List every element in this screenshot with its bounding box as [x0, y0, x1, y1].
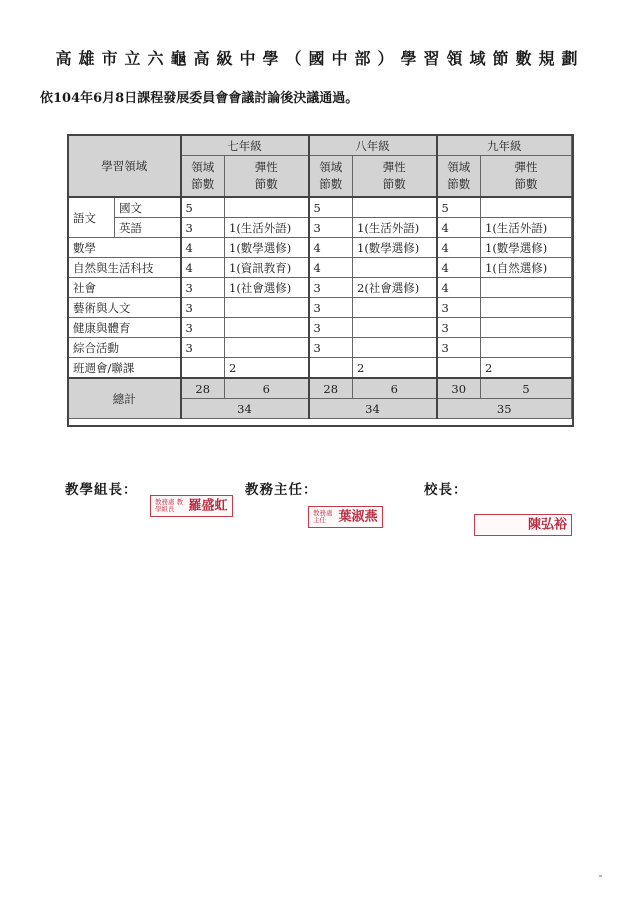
domain-hours-cell: 3 — [309, 318, 353, 338]
document-title: 高雄市立六龜高級中學（國中部）學習領域節數規劃 — [55, 49, 585, 68]
stamp1-title: 教務處 教學組長 — [155, 498, 184, 513]
domain-hours-cell: 3 — [309, 298, 353, 318]
flex-hours-cell: 2 — [225, 358, 309, 379]
domain-hours-header: 領域 節數 — [309, 156, 353, 198]
flex-hours-cell: 2 — [353, 358, 437, 379]
flex-hours-cell: 1(生活外語) — [353, 218, 437, 238]
flex-hours-cell — [225, 197, 309, 218]
principal-label: 校長： — [424, 482, 468, 498]
row-label: 英語 — [115, 218, 181, 238]
table-row — [69, 318, 572, 338]
domain-hours-cell: 3 — [181, 218, 225, 238]
domain-hours-cell: 3 — [181, 318, 225, 338]
flex-hours-cell — [353, 298, 437, 318]
table-row — [69, 197, 572, 218]
grade-header: 九年級 — [437, 136, 572, 156]
teaching-chief-label: 教學組長： — [65, 482, 138, 498]
flex-hours-cell — [225, 298, 309, 318]
row-label: 健康與體育 — [69, 318, 181, 338]
flex-hours-cell: 1(生活外語) — [481, 218, 572, 238]
domain-hours-cell: 3 — [437, 298, 481, 318]
domain-hours-cell — [181, 358, 225, 379]
flex-hours-cell: 1(社會選修) — [225, 278, 309, 298]
table-row — [69, 278, 572, 298]
domain-hours-cell: 4 — [437, 278, 481, 298]
domain-hours-cell: 3 — [181, 338, 225, 358]
row-group-label: 語文 — [69, 197, 115, 238]
flex-hours-cell — [481, 338, 572, 358]
table-row — [69, 298, 572, 318]
domain-hours-cell: 3 — [309, 278, 353, 298]
domain-hours-cell: 4 — [181, 238, 225, 258]
scan-speck — [599, 875, 602, 877]
flex-hours-cell: 1(數學選修) — [481, 238, 572, 258]
total-label: 總計 — [69, 378, 181, 419]
total-cell: 6 — [353, 378, 437, 399]
row-label: 藝術與人文 — [69, 298, 181, 318]
total-cell: 28 — [181, 378, 225, 399]
flex-hours-cell — [353, 258, 437, 278]
flex-hours-cell: 1(數學選修) — [225, 238, 309, 258]
table-row — [69, 358, 572, 379]
stamp3-name: 陳弘裕 — [527, 517, 567, 533]
flex-hours-cell — [353, 338, 437, 358]
flex-hours-cell — [353, 318, 437, 338]
domain-hours-cell: 3 — [309, 338, 353, 358]
table-row — [69, 238, 572, 258]
total-cell: 5 — [481, 378, 572, 399]
row-label: 國文 — [115, 197, 181, 218]
stamp2-title: 教務處 主任 — [313, 509, 333, 524]
domain-hours-cell: 3 — [437, 338, 481, 358]
row-label: 班週會/聯課 — [69, 358, 181, 379]
flex-hours-header: 彈性 節數 — [353, 156, 437, 198]
flex-hours-cell — [481, 318, 572, 338]
academic-director-stamp — [308, 506, 383, 528]
total-cell: 6 — [225, 378, 309, 399]
domain-hours-cell: 5 — [181, 197, 225, 218]
domain-hours-cell: 3 — [181, 298, 225, 318]
domain-hours-cell — [309, 358, 353, 379]
row-label: 社會 — [69, 278, 181, 298]
flex-hours-cell — [225, 318, 309, 338]
flex-hours-cell — [481, 197, 572, 218]
header-row-grades — [69, 136, 572, 156]
domain-hours-header: 領域 節數 — [181, 156, 225, 198]
grand-total-cell: 34 — [181, 399, 309, 419]
domain-hours-cell: 4 — [181, 258, 225, 278]
flex-hours-cell: 2 — [481, 358, 572, 379]
flex-hours-cell: 1(資訊教育) — [225, 258, 309, 278]
schedule-table — [68, 135, 572, 419]
totals-row — [69, 378, 572, 399]
grand-total-cell: 34 — [309, 399, 437, 419]
stamp2-name: 葉淑燕 — [338, 509, 378, 525]
table-row — [69, 258, 572, 278]
flex-hours-cell — [225, 338, 309, 358]
grade-header: 七年級 — [181, 136, 309, 156]
table-row — [69, 338, 572, 358]
domain-hours-cell — [437, 358, 481, 379]
flex-hours-cell: 1(數學選修) — [353, 238, 437, 258]
table-row — [69, 218, 572, 238]
domain-hours-cell: 4 — [309, 238, 353, 258]
grand-total-cell: 35 — [437, 399, 572, 419]
flex-hours-cell: 2(社會選修) — [353, 278, 437, 298]
domain-header: 學習領域 — [69, 136, 181, 198]
flex-hours-header: 彈性 節數 — [225, 156, 309, 198]
stamp1-name: 羅盛虹 — [188, 498, 228, 514]
domain-hours-cell: 4 — [437, 218, 481, 238]
domain-hours-cell: 5 — [437, 197, 481, 218]
domain-hours-cell: 4 — [309, 258, 353, 278]
row-label: 自然與生活科技 — [69, 258, 181, 278]
flex-hours-cell — [481, 278, 572, 298]
flex-hours-cell: 1(生活外語) — [225, 218, 309, 238]
teaching-chief-stamp — [150, 495, 233, 517]
domain-hours-header: 領域 節數 — [437, 156, 481, 198]
flex-hours-header: 彈性 節數 — [481, 156, 572, 198]
academic-director-label: 教務主任： — [245, 482, 318, 498]
domain-hours-cell: 3 — [309, 218, 353, 238]
principal-stamp — [474, 514, 572, 536]
flex-hours-cell: 1(自然選修) — [481, 258, 572, 278]
domain-hours-cell: 3 — [437, 318, 481, 338]
domain-hours-cell: 3 — [181, 278, 225, 298]
domain-hours-cell: 5 — [309, 197, 353, 218]
total-cell: 28 — [309, 378, 353, 399]
flex-hours-cell — [481, 298, 572, 318]
flex-hours-cell — [353, 197, 437, 218]
total-cell: 30 — [437, 378, 481, 399]
domain-hours-cell: 4 — [437, 238, 481, 258]
domain-hours-cell: 4 — [437, 258, 481, 278]
row-label: 綜合活動 — [69, 338, 181, 358]
row-label: 數學 — [69, 238, 181, 258]
grade-header: 八年級 — [309, 136, 437, 156]
document-subtitle: 依104年6月8日課程發展委員會會議討論後決議通過。 — [40, 91, 359, 106]
